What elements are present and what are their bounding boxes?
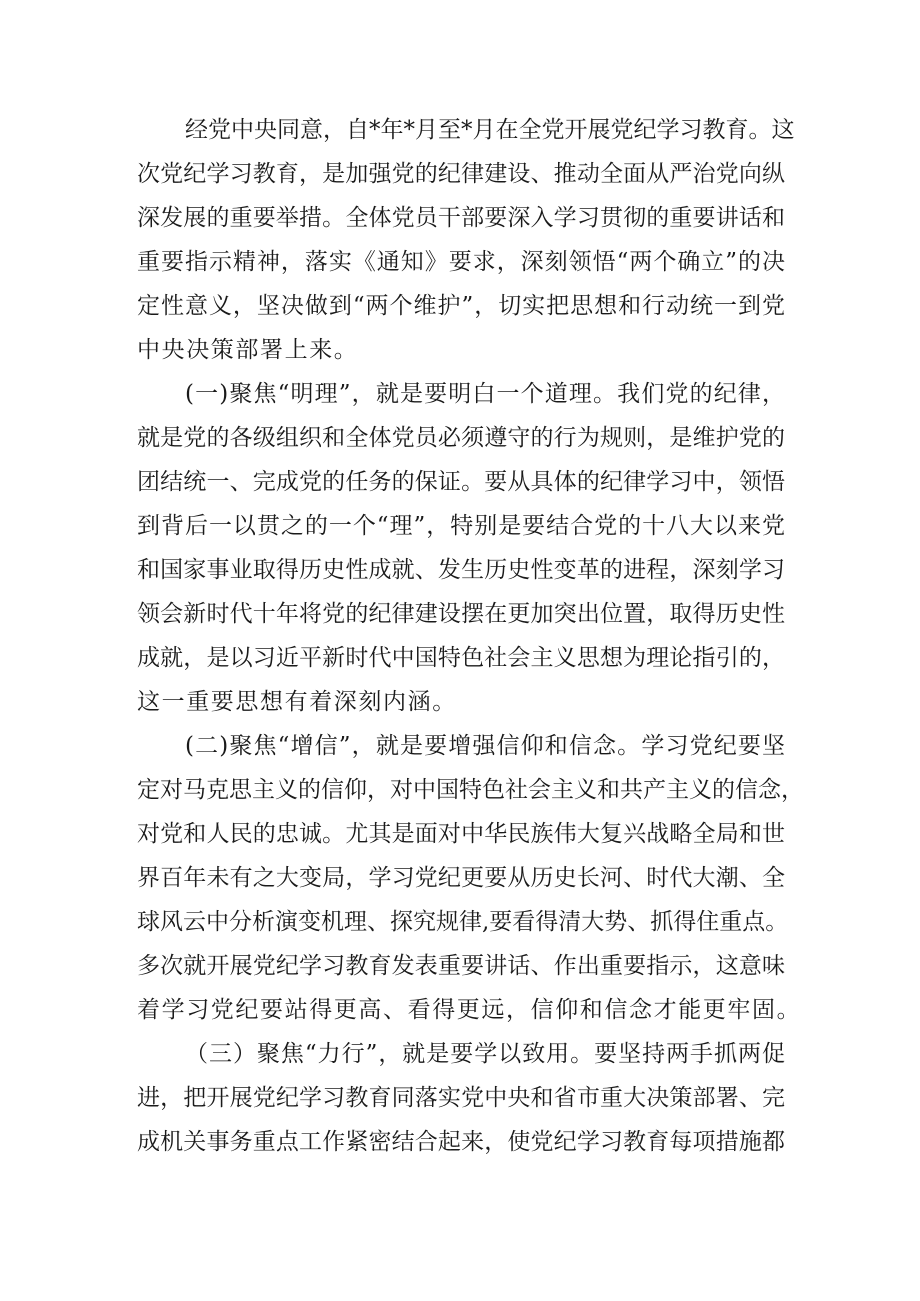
paragraph-3-line-6: 多次就开展党纪学习教育发表重要讲话、作出重要指示，这意味 [137,953,785,979]
paragraph-2-line-5: 和国家事业取得历史性成就、发生历史性变革的进程，深刻学习 [137,557,785,583]
paragraph-1-line-5: 定性意义，坚决做到“两个维护”，切实把思想和行动统一到党 [137,293,785,319]
paragraph-1-line-2: 次党纪学习教育，是加强党的纪律建设、推动全面从严治党向纵 [137,161,785,187]
paragraph-2-line-6: 领会新时代十年将党的纪律建设摆在更加突出位置，取得历史性 [137,601,785,627]
paragraph-2-line-3: 团结统一、完成党的任务的保证。要从具体的纪律学习中，领悟 [137,469,785,495]
paragraph-1-line-1: 经党中央同意，自*年*月至*月在全党开展党纪学习教育。这 [185,117,795,143]
paragraph-3-line-2: 定对马克思主义的信仰，对中国特色社会主义和共产主义的信念， [137,777,804,803]
paragraph-1-line-6: 中央决策部署上来。 [137,337,359,363]
paragraph-1-line-3: 深发展的重要举措。全体党员干部要深入学习贯彻的重要讲话和 [137,205,785,231]
paragraph-2-line-8: 这一重要思想有着深刻内涵。 [137,689,457,715]
paragraph-2-line-4: 到背后一以贯之的一个“理”，特别是要结合党的十八大以来党 [137,513,785,539]
paragraph-2-line-2: 就是党的各级组织和全体党员必须遵守的行为规则，是维护党的 [137,425,785,451]
paragraph-4-line-2: 进，把开展党纪学习教育同落实党中央和省市重大决策部署、完 [137,1085,785,1111]
paragraph-2-line-1: (一)聚焦“明理”，就是要明白一个道理。我们党的纪律， [185,381,785,407]
paragraph-2-line-7: 成就，是以习近平新时代中国特色社会主义思想为理论指引的， [137,645,785,671]
paragraph-3-line-3: 对党和人民的忠诚。尤其是面对中华民族伟大复兴战略全局和世 [137,821,785,847]
paragraph-3-line-1: (二)聚焦“增信”，就是要增强信仰和信念。学习党纪要坚 [185,733,785,759]
paragraph-1-line-4: 重要指示精神，落实《通知》要求，深刻领悟“两个确立”的决 [137,249,785,275]
paragraph-3-line-5: 球风云中分析演变机理、探究规律,要看得清大势、抓得住重点。 [137,909,789,935]
paragraph-3-line-7: 着学习党纪要站得更高、看得更远，信仰和信念才能更牢固。 [137,997,802,1023]
paragraph-4-line-3: 成机关事务重点工作紧密结合起来，使党纪学习教育每项措施都 [137,1129,785,1155]
paragraph-3-line-4: 界百年未有之大变局，学习党纪更要从历史长河、时代大潮、全 [137,865,785,891]
paragraph-4-line-1: （三）聚焦“力行”，就是要学以致用。要坚持两手抓两促 [185,1041,785,1067]
